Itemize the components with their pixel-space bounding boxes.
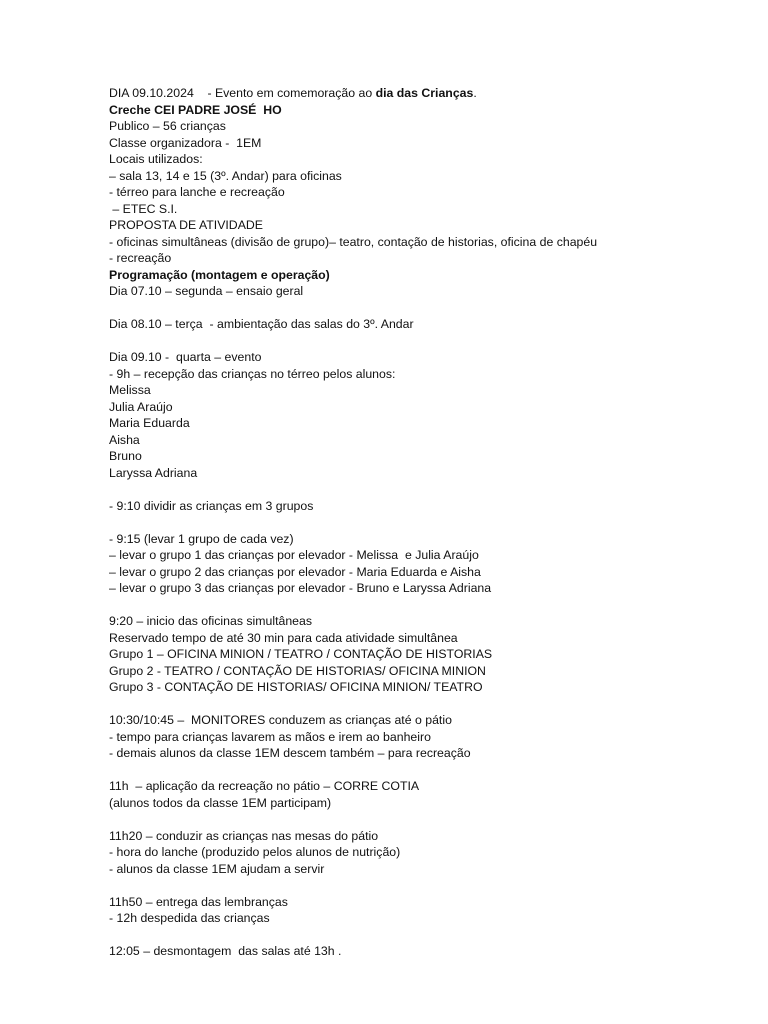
desmontagem-line: 12:05 – desmontagem das salas até 13h .: [109, 944, 342, 958]
aluno-name: Laryssa Adriana: [109, 465, 198, 480]
levar-title: - 9:15 (levar 1 grupo de cada vez): [109, 531, 294, 546]
oficinas-line: Grupo 2 - TEATRO / CONTAÇÃO DE HISTORIAS/ OFICINA MINION: [109, 663, 486, 678]
aluno-name: Melissa: [109, 383, 151, 397]
oficinas-line: Reservado tempo de até 30 min para cada atividade simultânea: [109, 630, 458, 645]
aluno-name: Aisha: [109, 432, 140, 447]
oficinas-line: 9:20 – inicio das oficinas simultâneas: [109, 614, 313, 628]
creche-name: Creche CEI PADRE JOSÉ HO: [109, 102, 282, 117]
lanche-line: - alunos da classe 1EM ajudam a servir: [109, 861, 325, 876]
proposta-item: - recreação: [109, 251, 172, 265]
oficinas-line: Grupo 1 – OFICINA MINION / TEATRO / CONTAÇÃO DE HISTORIAS: [109, 647, 493, 661]
event-highlight: dia das Crianças: [375, 86, 474, 100]
classe-line: Classe organizadora - 1EM: [109, 135, 262, 150]
programacao-title: Programação (montagem e operação): [109, 267, 330, 282]
aluno-name: Julia Araújo: [109, 399, 173, 414]
dia-0710-line: Dia 07.10 – segunda – ensaio geral: [109, 284, 304, 298]
proposta-title: PROPOSTA DE ATIVIDADE: [109, 218, 263, 232]
locais-title: Locais utilizados:: [109, 152, 203, 166]
oficinas-line: Grupo 3 - CONTAÇÃO DE HISTORIAS/ OFICINA MINION/ TEATRO: [109, 680, 483, 694]
dia-0910-line: Dia 09.10 - quarta – evento: [109, 350, 262, 364]
lanche-line: 11h20 – conduzir as crianças nas mesas do pátio: [109, 828, 379, 843]
locais-item: – ETEC S.I.: [109, 201, 178, 216]
recepcao-line: - 9h – recepção das crianças no térreo pelos alunos:: [109, 366, 396, 381]
aluno-name: Bruno: [109, 449, 142, 463]
locais-item: – sala 13, 14 e 15 (3º. Andar) para oficinas: [109, 168, 342, 183]
monitores-line: - tempo para crianças lavarem as mãos e irem ao banheiro: [109, 729, 431, 744]
aluno-name: Maria Eduarda: [109, 416, 190, 430]
levar-item: – levar o grupo 3 das crianças por elevador - Bruno e Laryssa Adriana: [109, 581, 492, 595]
locais-item: - térreo para lanche e recreação: [109, 185, 285, 199]
lembrancas-line: - 12h despedida das crianças: [109, 911, 270, 925]
dia-0810-line: Dia 08.10 – terça - ambientação das salas do 3º. Andar: [109, 317, 414, 331]
levar-item: – levar o grupo 2 das crianças por elevador - Maria Eduarda e Aisha: [109, 564, 481, 579]
monitores-line: - demais alunos da classe 1EM descem também – para recreação: [109, 746, 471, 760]
lanche-line: - hora do lanche (produzido pelos alunos de nutrição): [109, 845, 401, 859]
monitores-line: 10:30/10:45 – MONITORES conduzem as crianças até o pátio: [109, 713, 452, 727]
proposta-item: - oficinas simultâneas (divisão de grupo)– teatro, contação de historias, oficina de chapéu: [109, 234, 598, 249]
recreacao-line: 11h – aplicação da recreação no pátio – CORRE COTIA: [109, 779, 420, 793]
document-body: [109, 85, 729, 960]
event-date-line: DIA 09.10.2024 - Evento em comemoração ao dia das Crianças.: [109, 86, 477, 100]
dividir-line: - 9:10 dividir as crianças em 3 grupos: [109, 498, 314, 513]
publico-line: Publico – 56 crianças: [109, 119, 226, 133]
levar-item: – levar o grupo 1 das crianças por elevador - Melissa e Julia Araújo: [109, 548, 479, 562]
lembrancas-line: 11h50 – entrega das lembranças: [109, 894, 288, 909]
recreacao-line: (alunos todos da classe 1EM participam): [109, 795, 332, 810]
